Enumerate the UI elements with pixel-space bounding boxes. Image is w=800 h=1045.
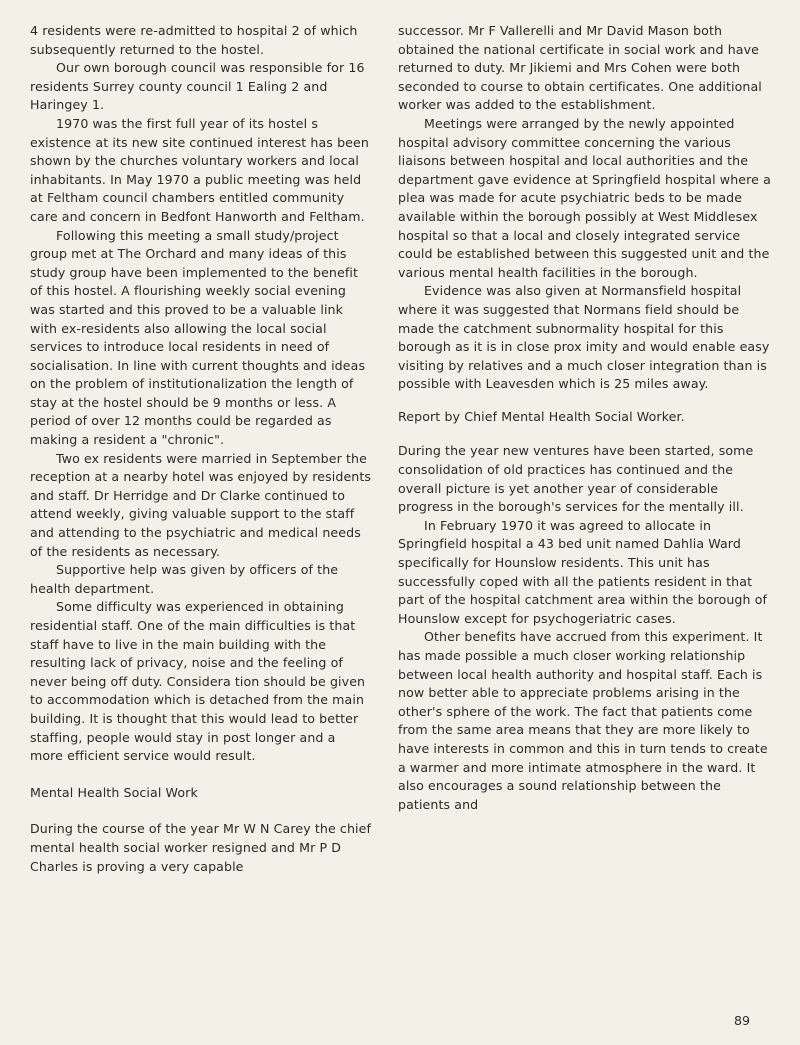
- paragraph: Following this meeting a small study/project group met at The Orchard and many ideas of this study group have been implemented to the benefit of this hostel. A flourishing weekly social evening was started and this proved to be a valuable link with ex-residents also allowing the local social services to introduce local residents in need of socialisation. In line with current thoughts and ideas on the problem of institutionalization the length of stay at the hostel should be 9 months or less. A period of over 12 months could be regarded as making a resident a "chronic".: [30, 227, 366, 448]
- paragraph: During the course of the year Mr W N Carey the chief mental health social worker resigned and Mr P D Charles is proving a very capable: [30, 821, 372, 874]
- paragraph: Meetings were arranged by the newly appointed hospital advisory committee concerning the various liaisons between hospital and local authorities and the department gave evidence at Springfield hospital where a plea was made for acute psychiatric beds to be made available within the borough possibly at West Middlesex hospital so that a local and closely integrated service could be established between this suggested unit and the various mental health facilities in the borough.: [398, 115, 771, 280]
- paragraph: 1970 was the first full year of its hostel s existence at its new site continued interest has been shown by the churches voluntary workers and local inhabitants. In May 1970 a public meeting was held at Feltham council chambers entitled community care and concern in Bedfont Hanworth and Feltham.: [30, 115, 369, 224]
- paragraph: Evidence was also given at Normansfield hospital where it was suggested that Normans field should be made the catchment subnormality hospital for this borough as it is in close prox imity and would enable easy visiting by relatives and a much closer integration than is possible with Leavesden which is 25 miles away.: [398, 283, 770, 392]
- paragraph: During the year new ventures have been started, some consolidation of old practices has continued and the overall picture is yet another year of considerable progress in the borough's services for the mentally ill.: [398, 443, 754, 515]
- paragraph: successor. Mr F Vallerelli and Mr David Mason both obtained the national certificate in social work and have returned to duty. Mr Jikiemi and Mrs Cohen were both seconded to course to obtain certificates. One additional worker was added to the establishment.: [398, 23, 762, 113]
- page-number: 89: [734, 1013, 751, 1028]
- right-column: [398, 22, 772, 814]
- paragraph: 4 residents were re-admitted to hospital 2 of which subsequently returned to the hostel.: [30, 23, 358, 57]
- paragraph: Other benefits have accrued from this experiment. It has made possible a much closer working relationship between local health authority and hospital staff. Each is now better able to appreciate problems arising in the other's sphere of the work. The fact that patients come from the same area means that they are more likely to have interests in common and this in turn tends to create a warmer and more intimate atmosphere in the ward. It also encourages a sound relationship between the patients and: [398, 629, 768, 812]
- paragraph: Our own borough council was responsible for 16 residents Surrey county council 1 Ealing 2 and Haringey 1.: [30, 60, 365, 113]
- left-column: [30, 22, 372, 876]
- section-heading: Mental Health Social Work: [30, 784, 198, 800]
- paragraph: Supportive help was given by officers of the health department.: [30, 562, 339, 596]
- paragraph: Two ex residents were married in September the reception at a nearby hotel was enjoyed by residents and staff. Dr Herridge and Dr Clarke continued to attend weekly, giving valuable support to the staff and attending to the psychiatric and medical needs of the residents as necessary.: [30, 450, 372, 559]
- paragraph: In February 1970 it was agreed to allocate in Springfield hospital a 43 bed unit named Dahlia Ward specifically for Hounslow residents. This unit has successfully coped with all the patients resident in that part of the hospital catchment area within the borough of Hounslow except for psychogeriatric cases.: [398, 517, 768, 626]
- section-heading: Report by Chief Mental Health Social Worker.: [398, 408, 685, 424]
- paragraph: Some difficulty was experienced in obtaining residential staff. One of the main difficulties is that staff have to live in the main building with the resulting lack of privacy, noise and the feeling of never being off duty. Considera tion should be given to accommodation which is detached from the main building. It is thought that this would lead to better staffing, people would stay in post longer and a more efficient service would result.: [30, 599, 366, 764]
